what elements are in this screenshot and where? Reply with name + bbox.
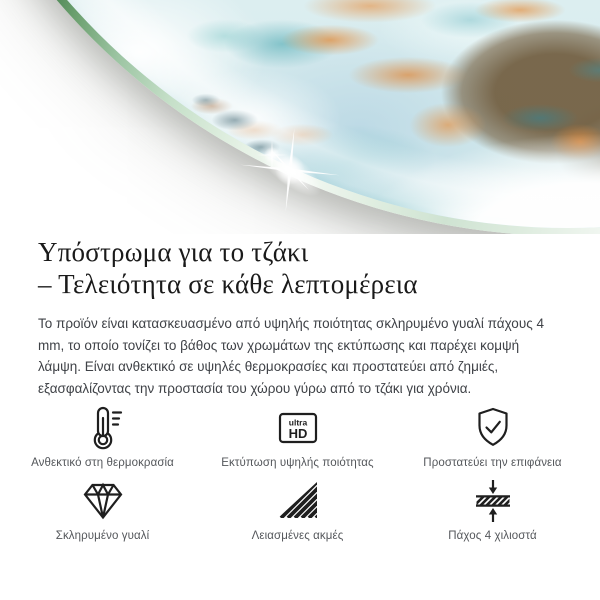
feature-label: Προστατεύει την επιφάνεια: [423, 457, 562, 469]
feature-temperature-resistant: [5, 404, 200, 469]
feature-polished-edges: [200, 477, 395, 542]
feature-tempered-glass: [5, 477, 200, 542]
thermometer-icon: [79, 404, 127, 452]
feature-ultra-hd-print: [200, 404, 395, 469]
feature-label: Λειασμένες ακμές: [251, 530, 344, 542]
badge-text-ultra: ultra: [288, 417, 307, 428]
diamond-icon: [79, 477, 127, 525]
feature-label: Εκτύπωση υψηλής ποιότητας: [221, 457, 374, 469]
ultra-hd-badge-icon: [274, 404, 322, 452]
feature-surface-protection: [395, 404, 590, 469]
shield-check-icon: [469, 404, 517, 452]
feature-thickness: [395, 477, 590, 542]
heading-line-2: – Τελειότητα σε κάθε λεπτομέρεια: [38, 269, 418, 299]
text-content: [0, 234, 600, 399]
feature-label: Πάχος 4 χιλιοστά: [448, 530, 537, 542]
feature-label: Ανθεκτικό στη θερμοκρασία: [31, 457, 174, 469]
feature-label: Σκληρυμένο γυαλί: [55, 530, 150, 542]
badge-text-hd: HD: [288, 426, 307, 441]
product-description-paragraph: Το προϊόν είναι κατασκευασμένο από υψηλής ποιότητας σκληρυμένο γυαλί πάχους 4 mm, το οποίο τονίζει το βάθος των χρωμάτων της εκτύπωσης και παρέχει κομψή λάμψη. Είναι ανθεκτικό σε υψηλές θερμοκρασίες και προστατεύει από ζημιές, εξασφαλίζοντας την προστασία του χώρου γύρω από το τζάκι για χρόνια.: [38, 316, 544, 396]
section-heading: [38, 236, 562, 300]
heading-line-1: Υπόστρωμα για το τζάκι: [38, 237, 309, 267]
product-hero-image: [0, 0, 600, 234]
polished-edges-icon: [274, 477, 322, 525]
thickness-arrows-icon: [469, 477, 517, 525]
